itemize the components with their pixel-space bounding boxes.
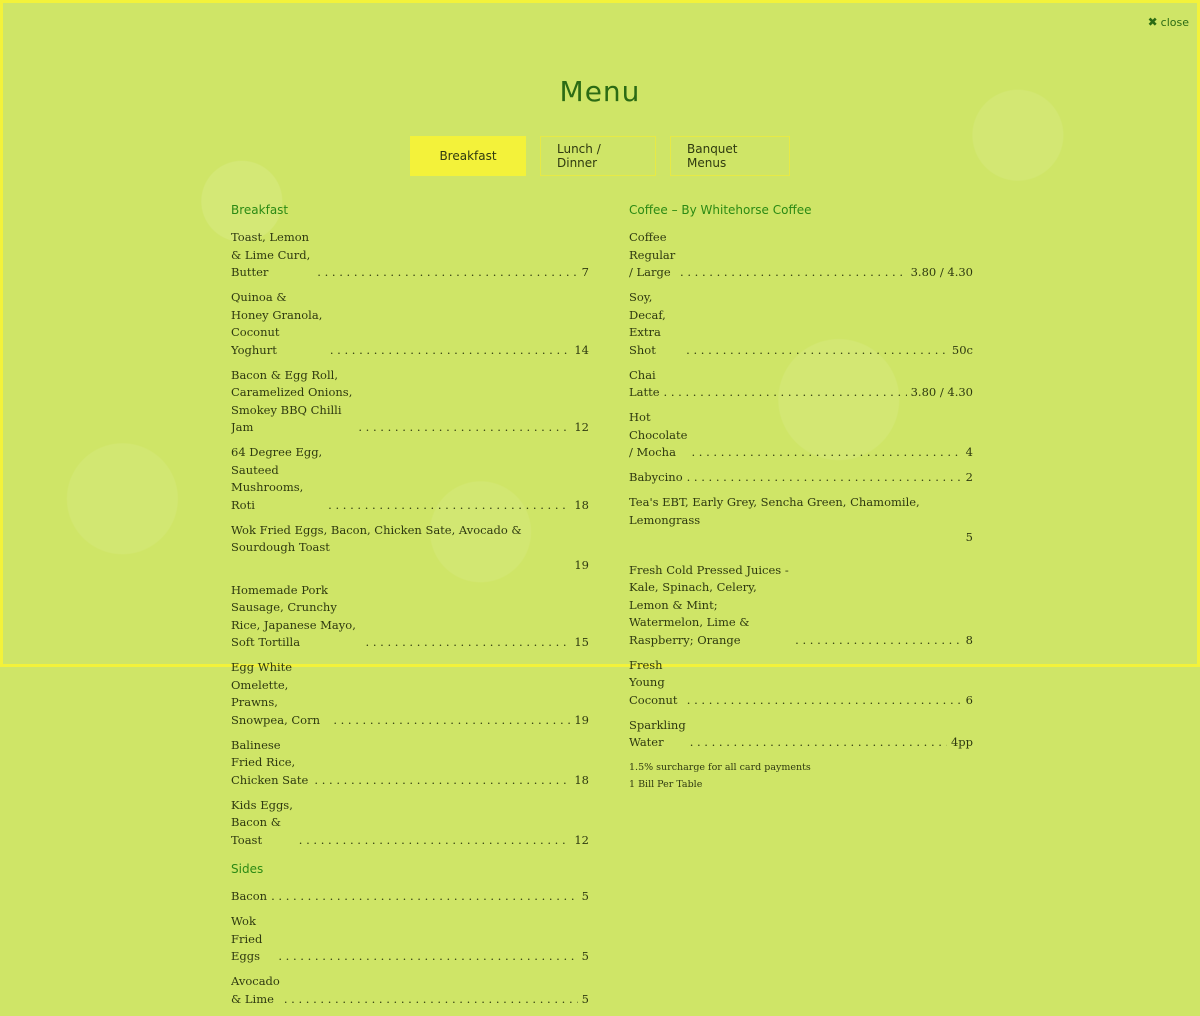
page-title: Menu bbox=[559, 75, 641, 108]
bill-note: 1 Bill Per Table bbox=[629, 779, 703, 790]
menu-item: Babycino . . . 2 bbox=[629, 469, 973, 487]
coffee-heading: Coffee – By Whitehorse Coffee bbox=[629, 203, 812, 217]
menu-item: Bacon & Egg Roll, Caramelized Onions, Smokey BBQ Chilli Jam . . . 12 bbox=[231, 367, 589, 437]
menu-item: Wok Fried Eggs, Bacon, Chicken Sate, Avocado & Sourdough Toast 19 bbox=[231, 522, 589, 572]
menu-item: Tea's EBT, Early Grey, Sencha Green, Chamomile, Lemongrass 5 bbox=[629, 495, 973, 544]
breakfast-column bbox=[231, 203, 589, 1016]
menu-item: Egg White Omelette, Prawns, Snowpea, Corn . . . 19 bbox=[231, 659, 589, 729]
menu-item: Balinese Fried Rice, Chicken Sate . . . 18 bbox=[231, 737, 589, 790]
menu-item: Soy, Decaf, Extra Shot . . . 50c bbox=[629, 289, 973, 359]
surcharge-note: 1.5% surcharge for all card payments bbox=[629, 762, 811, 773]
menu-item: 64 Degree Egg, Sauteed Mushrooms, Roti . . . 18 bbox=[231, 444, 589, 514]
menu-item: Sparkling Water . . . 4pp bbox=[629, 717, 973, 752]
tab-lunch-dinner[interactable]: Lunch / Dinner bbox=[540, 136, 656, 176]
menu-item: Fresh Young Coconut . . . 6 bbox=[629, 657, 973, 710]
menu-item: Toast, Lemon & Lime Curd, Butter . . . 7 bbox=[231, 229, 589, 282]
menu-item: Chai Latte . . . 3.80 / 4.30 bbox=[629, 367, 973, 402]
tab-breakfast[interactable]: Breakfast bbox=[410, 136, 526, 176]
tab-banquet-menus[interactable]: Banquet Menus bbox=[670, 136, 790, 176]
menu-item: Wok Fried Eggs . . . 5 bbox=[231, 913, 589, 966]
menu-item: Fresh Cold Pressed Juices - Kale, Spinach, Celery, Lemon & Mint; Watermelon, Lime & Raspberry; Orange . . . 8 bbox=[629, 562, 973, 650]
coffee-column bbox=[629, 203, 973, 793]
breakfast-heading: Breakfast bbox=[231, 203, 289, 217]
menu-tabs bbox=[3, 136, 1197, 176]
menu-item: Quinoa & Honey Granola, Coconut Yoghurt . . . 14 bbox=[231, 289, 589, 359]
menu-item: Kids Eggs, Bacon & Toast . . . 12 bbox=[231, 797, 589, 850]
sides-section bbox=[231, 862, 589, 1008]
menu-item: Coffee Regular / Large . . . 3.80 / 4.30 bbox=[629, 229, 973, 282]
close-label: close bbox=[1160, 15, 1189, 29]
close-button[interactable] bbox=[1148, 15, 1189, 29]
menu-item: Hot Chocolate / Mocha . . . 4 bbox=[629, 409, 973, 462]
close-icon: ✖ bbox=[1147, 15, 1158, 29]
menu-item: Avocado & Lime . . . 5 bbox=[231, 973, 589, 1008]
sides-heading: Sides bbox=[231, 862, 264, 876]
menu-item: Homemade Pork Sausage, Crunchy Rice, Japanese Mayo, Soft Tortilla . . . 15 bbox=[231, 582, 589, 652]
menu-item: Bacon . . . 5 bbox=[231, 888, 589, 906]
